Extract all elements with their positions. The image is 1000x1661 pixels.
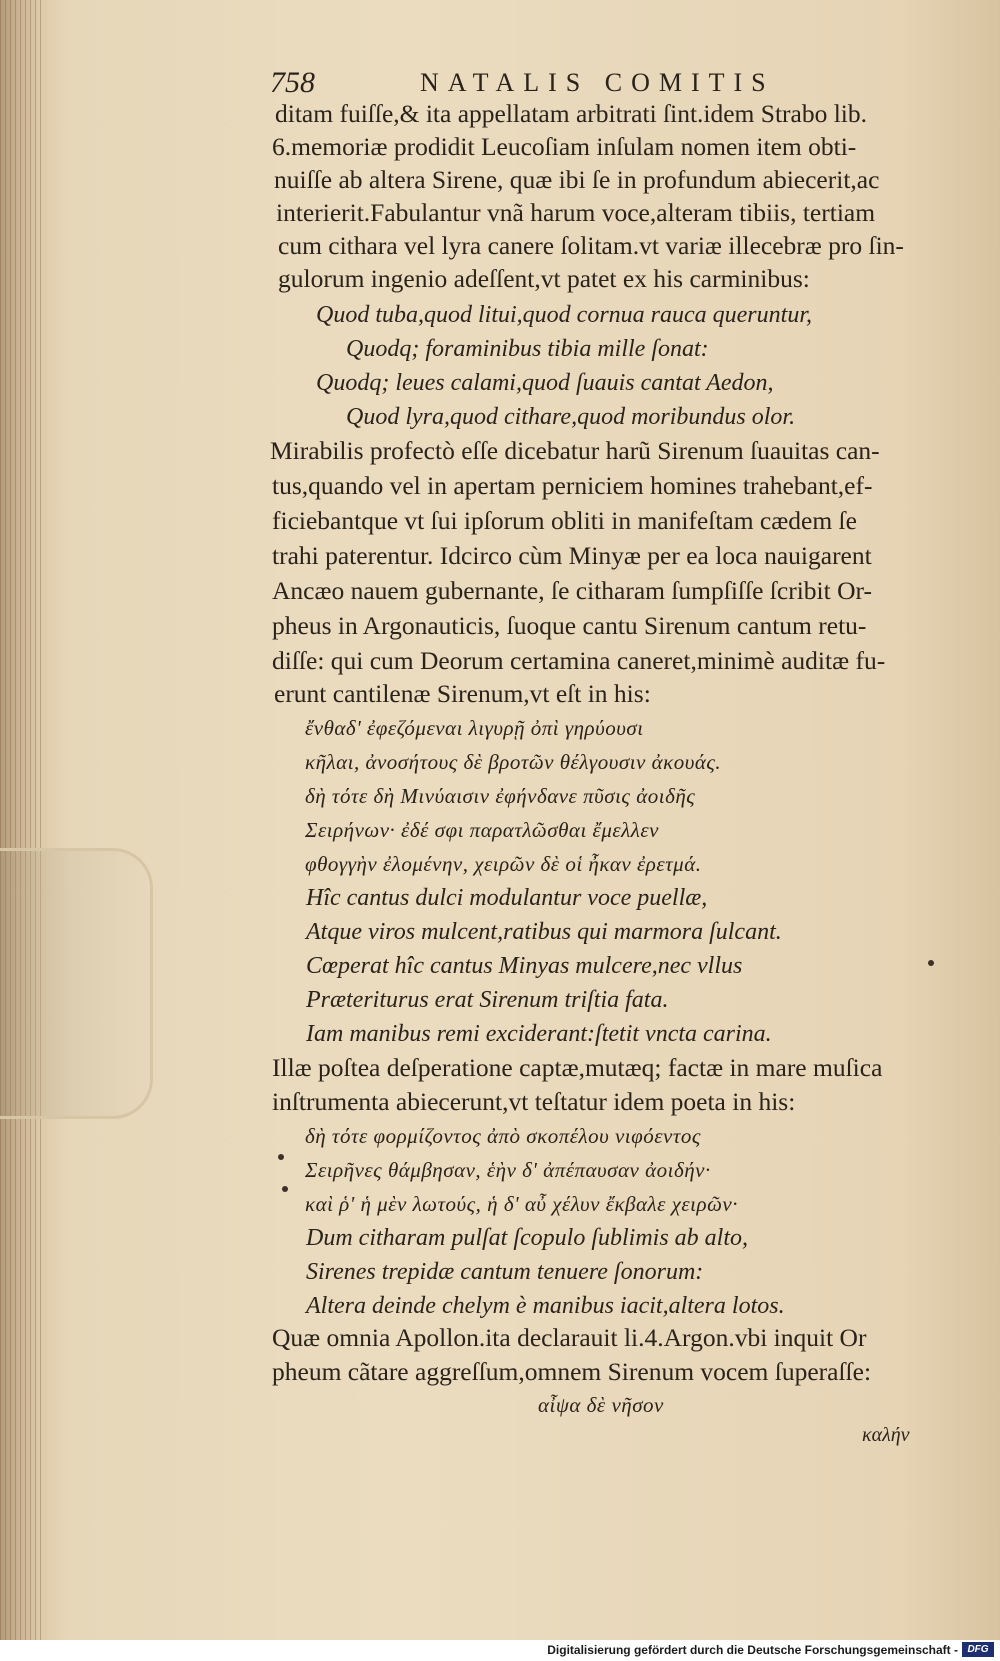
verse-line: Altera deinde chelym è manibus iacit,altera lotos. — [306, 1293, 785, 1319]
text-line: trahi paterentur. Idcirco cùm Minyæ per ea loca nauigarent — [272, 541, 872, 570]
ink-speck — [282, 1186, 288, 1192]
digitization-footer — [0, 1640, 1000, 1661]
dfg-logo: DFG — [962, 1642, 994, 1657]
greek-verse-line: δὴ τότε δὴ Μινύαισιν ἐφήνδανε πῦσις ἀοιδῆς — [305, 784, 696, 808]
greek-verse-line: φθογγὴν ἐλομένην, χειρῶν δὲ οἱ ἦκαν ἐρετμά. — [305, 852, 702, 876]
greek-verse-line: Σειρήνων· ἐδέ σφι παρατλῶσθαι ἔμελλεν — [305, 818, 659, 842]
greek-verse-line: δὴ τότε φορμίζοντος ἀπὸ σκοπέλου νιφόεντος — [305, 1124, 701, 1148]
text-line: tus,quando vel in apertam perniciem homines trahebant,ef- — [272, 471, 873, 500]
verse-line: Atque viros mulcent,ratibus qui marmora ſulcant. — [306, 919, 782, 945]
text-line: erunt cantilenæ Sirenum,vt eſt in his: — [274, 679, 651, 708]
greek-verse-line: Σειρῆνες θάμβησαν, ἑὴν δ' ἀπέπαυσαν ἀοιδήν· — [305, 1158, 711, 1182]
text-line: pheus in Argonauticis, ſuoque cantu Sirenum cantum retu- — [272, 611, 867, 640]
verse-line: Quodq; leues calami,quod ſuauis cantat Aedon, — [316, 370, 774, 396]
page-header — [270, 66, 950, 102]
book-clasp — [0, 848, 153, 1119]
verse-line: Dum citharam pulſat ſcopulo ſublimis ab alto, — [306, 1225, 748, 1251]
verse-line: Iam manibus remi exciderant:ſtetit vncta carina. — [306, 1021, 772, 1047]
text-line: Quæ omnia Apollon.ita declarauit li.4.Argon.vbi inquit Or — [272, 1323, 867, 1352]
greek-verse-line: κῆλαι, ἀνοσήτους δὲ βροτῶν θέλγουσιν ἀκουάς. — [305, 750, 722, 774]
funding-credit: Digitalisierung gefördert durch die Deutsche Forschungsgemeinschaft - — [547, 1643, 958, 1657]
text-line: diſſe: qui cum Deorum certamina caneret,minimè auditæ fu- — [272, 646, 886, 675]
ink-speck — [928, 960, 934, 966]
text-line: 6.memoriæ prodidit Leucoſiam inſulam nomen item obti- — [272, 132, 857, 161]
text-line: ficiebantque vt ſui ipſorum obliti in manifeſtam cædem ſe — [272, 506, 857, 535]
catchword: καλήν — [862, 1424, 910, 1446]
verse-line: Hîc cantus dulci modulantur voce puellæ, — [306, 885, 708, 911]
text-line: cum cithara vel lyra canere ſolitam.vt variæ illecebræ pro ſin- — [278, 231, 904, 260]
greek-verse-line: καὶ ῥ' ἡ μὲν λωτούς, ἡ δ' αὖ χέλυν ἔκβαλε χειρῶν· — [305, 1192, 738, 1216]
text-line: pheum cãtare aggreſſum,omnem Sirenum vocem ſuperaſſe: — [272, 1357, 872, 1386]
running-head: NATALIS COMITIS — [420, 68, 775, 97]
text-line: nuiſſe ab altera Sirene, quæ ibi ſe in profundum abiecerit,ac — [274, 165, 880, 194]
text-line: inſtrumenta abiecerunt,vt teſtatur idem poeta in his: — [272, 1087, 796, 1116]
page-edge-stack — [0, 0, 45, 1640]
text-line: interierit.Fabulantur vnã harum voce,alteram tibiis, tertiam — [276, 198, 876, 227]
verse-line: Quod tuba,quod litui,quod cornua rauca queruntur, — [316, 302, 812, 328]
verse-line: Cœperat hîc cantus Minyas mulcere,nec vllus — [306, 953, 743, 979]
text-line: Mirabilis profectò eſſe dicebatur harũ Sirenum ſuauitas can- — [270, 436, 880, 465]
text-line: ditam fuiſſe,& ita appellatam arbitrati ſint.idem Strabo lib. — [275, 99, 868, 128]
text-line: Illæ poſtea deſperatione captæ,mutæq; factæ in mare muſica — [272, 1053, 883, 1082]
verse-line: Quod lyra,quod cithare,quod moribundus olor. — [346, 404, 796, 430]
verse-line: Præteriturus erat Sirenum triſtia fata. — [306, 987, 669, 1013]
page-number: 758 — [270, 66, 315, 99]
verse-line: Sirenes trepidæ cantum tenuere ſonorum: — [306, 1259, 704, 1285]
verse-line: Quodq; foraminibus tibia mille ſonat: — [346, 336, 709, 362]
text-line: Ancæo nauem gubernante, ſe citharam ſumpſiſſe ſcribit Or- — [272, 576, 872, 605]
greek-verse-line: αἶψα δὲ νῆσον — [538, 1393, 664, 1417]
text-line: gulorum ingenio adeſſent,vt patet ex his carminibus: — [278, 264, 810, 293]
greek-verse-line: ἔνθαδ' ἐφεζόμεναι λιγυρῇ ὀπὶ γηρύουσι — [305, 716, 644, 740]
ink-speck — [278, 1154, 284, 1160]
